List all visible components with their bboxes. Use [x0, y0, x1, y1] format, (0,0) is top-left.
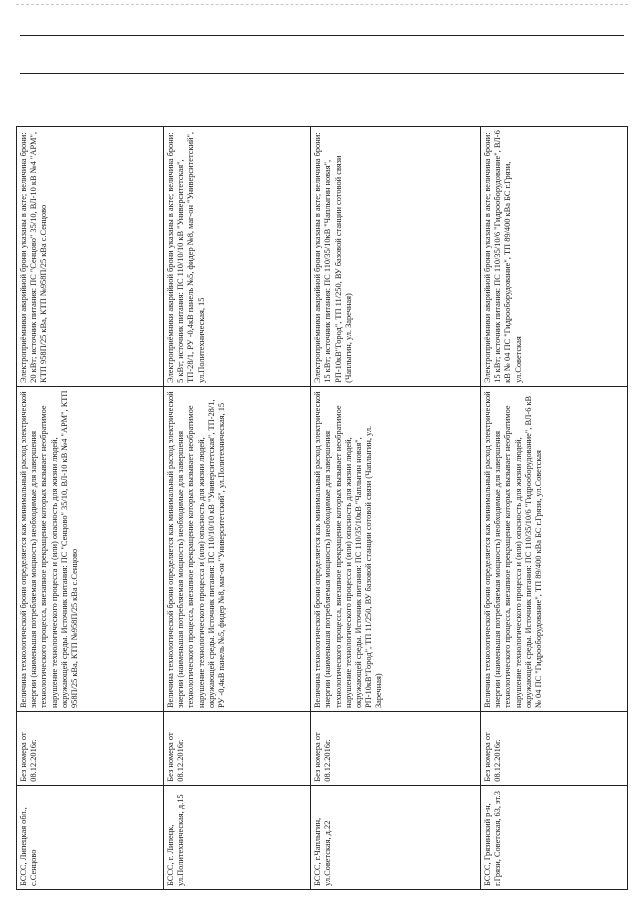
tech-reserve-cell: Величина технологической брони определяется как минимальный расход электрической энергии (наименьшая потребляемая мощность) необходимые для завершения технологического процесса, внезапное прекращение которых вызывает необратимое нарушение технологического процесса и (или) опасность для жизни людей, окружающей среды. Источник питания: ПС 110/10/10 кВ "Университетская", ТП-28/1, РУ -0,4кВ панель №5, фидер №8, маг-он "Университетский", ул.Политехническая, 15 — [164, 386, 311, 711]
reserve-table — [16, 126, 628, 890]
emergency-reserve-cell: Электроприёмники аварийной брони указаны в акте; величина брони: 15 кВт; источник питания: ПС 110/35/10кВ "Чаплыгин новая", РП-10кВ"Город", ТП 11/250, ВУ базовой станции сотовой связи (Чаплыгин, ул. Заречная) — [311, 127, 481, 387]
table-row — [164, 127, 311, 890]
object-cell: БССС, г. Липецк, ул.Политехническая, д.15 — [164, 785, 311, 889]
object-cell: БССС, г.Чаплыгин, ул.Советская, д.22 — [311, 785, 481, 889]
number-cell: Без номера от 08.12.2016г. — [311, 712, 481, 786]
table-row — [17, 127, 164, 890]
rotated-page — [16, 20, 628, 890]
emergency-reserve-cell: Электроприёмники аварийной брони указаны в акте; величина брони: 20 кВт; источник питания: ПС "Сенцово" 35/10, ВЛ-10 кВ №4 "АРМ", КТП 958П/25 кВа, КТП №958П/25 кВа с.Сенцово — [17, 127, 164, 387]
top-dashed-rule — [16, 4, 628, 5]
table-row — [480, 127, 627, 890]
number-cell: Без номера от 08.12.2016г. — [164, 712, 311, 786]
object-cell: БССС, Грязинский р-н, г.Грязи, Советская, 63, эт.3 — [480, 785, 627, 889]
tech-reserve-cell: Величина технологической брони определяется как минимальный расход электрической энергии (наименьшая потребляемая мощность) необходимые для завершения технологического процесса, внезапное прекращение которых вызывает необратимое нарушение технологического процесса и (или) опасность для жизни людей, окружающей среды. Источник питания: ПС 110/35/10кВ "Чаплыгин новая", РП-10кВ"Город", ТП 11/250, ВУ базовой станции сотовой связи (Чаплыгин, ул. Заречная) — [311, 386, 481, 711]
emergency-reserve-cell: Электроприёмники аварийной брони указаны в акте; величина брони: 5 кВт; источник питания: ПС 110/10/10 кВ "Университетская", ТП-28/1, РУ -0,4кВ панель №5, фидер №8, маг-он "Университетский", ул.Политехническая, 15 — [164, 127, 311, 387]
tech-reserve-cell: Величина технологической брони определяется как минимальный расход электрической энергии (наименьшая потребляемая мощность) необходимые для завершения технологического процесса, внезапное прекращение которых вызывает необратимое нарушение технологического процесса и (или) опасность для жизни людей, окружающей среды. Источник питания: ПС 110/35/10/6 "Гидрооборудование", ВЛ-6 кВ № 04 ПС "Гидрооборудование", ТП 89/400 кВа БС г.Грязи, ул.Советская — [480, 386, 627, 711]
emergency-reserve-cell: Электроприёмники аварийной брони указаны в акте; величина брони: 15 кВт; источник питания: ПС 110/35/10/6 "Гидрооборудование", ВЛ-6 кВ № 04 ПС "Гидрооборудование", ТП 89/400 кВа БС г.Грязи, ул.Советская — [480, 127, 627, 387]
tech-reserve-cell: Величина технологической брони определяется как минимальный расход электрической энергии (наименьшая потребляемая мощность) необходимые для завершения технологического процесса, внезапное прекращение которых вызывает необратимое нарушение технологического процесса и (или) опасность для жизни людей, окружающей среды. Источник питания: ПС "Сенцово" 35/10, ВЛ-10 кВ №4 "АРМ", КТП 958П/25 кВа, КТП №958П/25 кВа с.Сенцово — [17, 386, 164, 711]
number-cell: Без номера от 08.12.2016г. — [17, 712, 164, 786]
empty-column-divider — [20, 73, 624, 74]
object-cell: БССС, Липецкая обл., с.Сенцово — [17, 785, 164, 889]
number-cell: Без номера от 08.12.2016г. — [480, 712, 627, 786]
empty-column-divider — [20, 35, 624, 36]
table-row — [311, 127, 481, 890]
